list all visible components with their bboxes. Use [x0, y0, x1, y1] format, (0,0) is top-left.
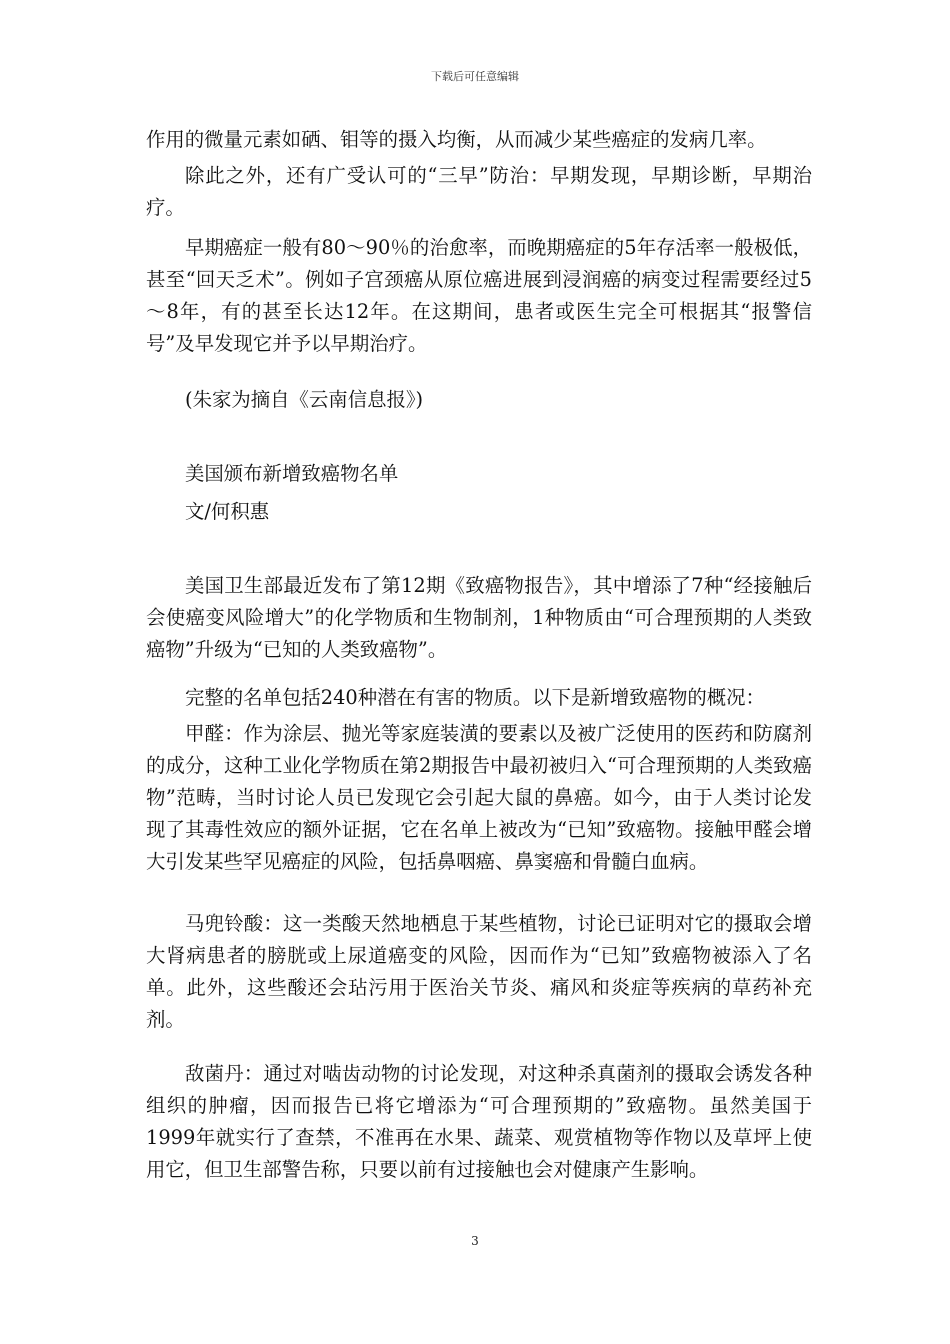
body-paragraph-1: 作用的微量元素如硒、钼等的摄入均衡，从而减少某些癌症的发病几率。 [146, 128, 767, 151]
body-paragraph-5: 完整的名单包括240种潜在有害的物质。以下是新增致癌物的概况： [185, 686, 765, 709]
source-citation: (朱家为摘自《云南信息报》) [185, 388, 424, 411]
page-number: 3 [471, 1234, 479, 1248]
article-author: 文/何积惠 [185, 500, 270, 523]
page-header: 下载后可任意编辑 [431, 70, 519, 83]
body-paragraph-2: 除此之外，还有广受认可的“三早”防治：早期发现，早期诊断，早期治疗。 [146, 164, 812, 219]
body-paragraph-aristolochic-acid: 马兜铃酸：这一类酸天然地栖息于某些植物，讨论已证明对它的摄取会增大肾病患者的膀胱或上尿道癌变的风险，因而作为“已知”致癌物被添入了名单。此外，这些酸还会玷污用于医治关节炎、痛风和炎症等疾病的草药补充剂。 [146, 912, 812, 1031]
body-paragraph-3: 早期癌症一般有80～90％的治愈率，而晚期癌症的5年存活率一般极低，甚至“回天乏术”。例如子宫颈癌从原位癌进展到浸润癌的病变过程需要经过5～8年，有的甚至长达12年。在这期间，患者或医生完全可根据其“报警信号”及早发现它并予以早期治疗。 [146, 236, 812, 355]
body-paragraph-formaldehyde: 甲醛：作为涂层、抛光等家庭装潢的要素以及被广泛使用的医药和防腐剂的成分，这种工业化学物质在第2期报告中最初被归入“可合理预期的人类致癌物”范畴，当时讨论人员已发现它会引起大鼠的鼻癌。如今，由于人类讨论发现了其毒性效应的额外证据，它在名单上被改为“已知”致癌物。接触甲醛会增大引发某些罕见癌症的风险，包括鼻咽癌、鼻窦癌和骨髓白血病。 [146, 722, 812, 873]
article-title: 美国颁布新增致癌物名单 [185, 462, 399, 485]
body-paragraph-4: 美国卫生部最近发布了第12期《致癌物报告》，其中增添了7种“经接触后会使癌变风险增大”的化学物质和生物制剂，1种物质由“可合理预期的人类致癌物”升级为“已知的人类致癌物”。 [146, 574, 812, 661]
body-paragraph-captafol: 敌菌丹：通过对啮齿动物的讨论发现，对这种杀真菌剂的摄取会诱发各种组织的肿瘤，因而报告已将它增添为“可合理预期的”致癌物。虽然美国于1999年就实行了查禁，不准再在水果、蔬菜、观赏植物等作物以及草坪上使用它，但卫生部警告称，只要以前有过接触也会对健康产生影响。 [146, 1062, 812, 1181]
